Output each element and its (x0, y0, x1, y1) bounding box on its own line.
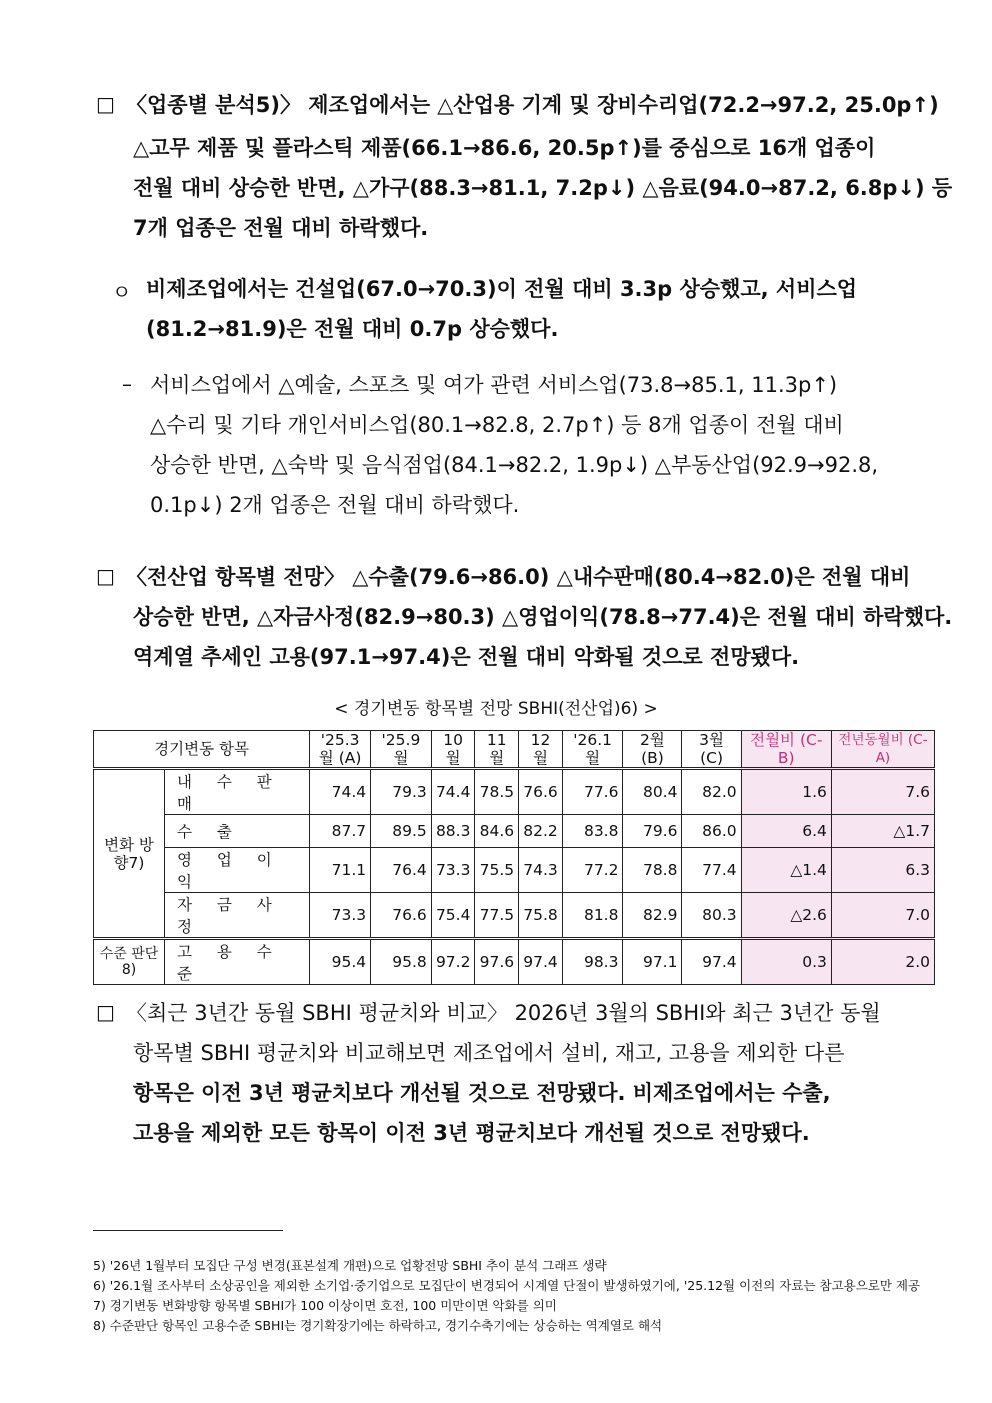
footnote-5: 5) '26년 1월부터 모집단 구성 변경(표본설계 개편)으로 업황전망 SBHI 추이 분석 그래프 생략 (93, 1258, 607, 1273)
table-cell: 76.4 (371, 848, 432, 893)
table-cell: 95.8 (371, 939, 432, 985)
table-cell: 76.6 (519, 769, 563, 815)
header-yoy: 전년동월비 (C-A) (831, 731, 934, 769)
header-26-1: '26.1월 (562, 731, 623, 769)
footnote-6: 6) '26.1월 조사부터 소상공인을 제외한 소기업·중기업으로 모집단이 변경되어 시계열 단절이 발생하였기에, '25.12월 이전의 자료는 참고용으로만 제공 (93, 1278, 921, 1293)
row-label: 영 업 이 익 (165, 848, 310, 893)
section3-line-1: 〈최근 3년간 동월 SBHI 평균치와 비교〉 2026년 3월의 SBHI와 최근 3년간 동월 (126, 1001, 881, 1025)
section3-line-4: 고용을 제외한 모든 항목이 이전 3년 평균치보다 개선될 것으로 전망됐다. (133, 1121, 810, 1145)
section2-line-1: 〈전산업 항목별 전망〉 △수출(79.6→86.0) △내수판매(80.4→82.0)은 전월 대비 (126, 565, 911, 589)
table-row (94, 848, 935, 893)
header-25-3: '25.3월 (A) (310, 731, 371, 769)
section1-detail-line-3: 상승한 반면, △숙박 및 음식점업(84.1→82.2, 1.9p↓) △부동산업(92.9→92.8, (150, 453, 879, 477)
header-12: 12월 (519, 731, 563, 769)
table-cell: 84.6 (475, 815, 519, 848)
table-cell: 97.4 (519, 939, 563, 985)
table-corner: 경기변동 항목 (94, 731, 310, 769)
table-cell: 80.4 (623, 769, 682, 815)
section1-detail-line-1: 서비스업에서 △예술, 스포츠 및 여가 관련 서비스업(73.8→85.1, 11.3p↑) (150, 373, 838, 397)
table-cell: 75.8 (519, 893, 563, 939)
section3-line-3: 항목은 이전 3년 평균치보다 개선될 것으로 전망됐다. 비제조업에서는 수출, (133, 1081, 831, 1105)
header-10: 10월 (431, 731, 475, 769)
table-title: < 경기변동 항목별 전망 SBHI(전산업)6) > (334, 699, 658, 719)
table-cell: 80.3 (682, 893, 741, 939)
table-cell: 73.3 (431, 848, 475, 893)
header-11: 11월 (475, 731, 519, 769)
table-cell: 77.5 (475, 893, 519, 939)
table-cell: 77.2 (562, 848, 623, 893)
table-cell: 7.0 (831, 893, 934, 939)
row-label: 자 금 사 정 (165, 893, 310, 939)
section1-line-2: △고무 제품 및 플라스틱 제품(66.1→86.6, 20.5p↑)를 중심으로 16개 업종이 (133, 136, 876, 160)
table-cell: 6.4 (741, 815, 831, 848)
table-cell: 7.6 (831, 769, 934, 815)
row-label: 고 용 수 준 (165, 939, 310, 985)
table-cell: 6.3 (831, 848, 934, 893)
table-cell: 74.3 (519, 848, 563, 893)
table-cell: 77.4 (682, 848, 741, 893)
section1-detail-bullet: – (122, 372, 132, 396)
section1-line-4: 7개 업종은 전월 대비 하락했다. (133, 216, 429, 240)
table-cell: 97.6 (475, 939, 519, 985)
section1-detail-line-2: △수리 및 기타 개인서비스업(80.1→82.8, 2.7p↑) 등 8개 업종이 전월 대비 (150, 413, 844, 437)
table-cell: 87.7 (310, 815, 371, 848)
header-25-9: '25.9월 (371, 731, 432, 769)
table-cell: 97.1 (623, 939, 682, 985)
table-row (94, 939, 935, 985)
section2-line-3: 역계열 추세인 고용(97.1→97.4)은 전월 대비 악화될 것으로 전망됐다. (133, 645, 800, 669)
table-cell: 71.1 (310, 848, 371, 893)
section1-sub-bullet: ㅇ (112, 280, 132, 304)
section1-sub-line-1: 비제조업에서는 건설업(67.0→70.3)이 전월 대비 3.3p 상승했고, 서비스업 (146, 277, 858, 301)
section3-bullet: □ (96, 1000, 115, 1024)
table-cell: 0.3 (741, 939, 831, 985)
section1-line-1: 〈업종별 분석5)〉 제조업에서는 △산업용 기계 및 장비수리업(72.2→97.2, 25.0p↑) (126, 93, 939, 117)
table-cell: 74.4 (431, 769, 475, 815)
table-cell: 78.5 (475, 769, 519, 815)
table-cell: 2.0 (831, 939, 934, 985)
row-label: 수 출 (165, 815, 310, 848)
table-cell: △2.6 (741, 893, 831, 939)
table-cell: 82.2 (519, 815, 563, 848)
group-level-judgement: 수준 판단8) (94, 939, 165, 985)
table-row (94, 769, 935, 815)
table-cell: 73.3 (310, 893, 371, 939)
table-row (94, 893, 935, 939)
section1-line-3: 전월 대비 상승한 반면, △가구(88.3→81.1, 7.2p↓) △음료(94.0→87.2, 6.8p↓) 등 (133, 176, 953, 200)
footnote-7: 7) 경기변동 변화방향 항목별 SBHI가 100 이상이면 호전, 100 미만이면 악화를 의미 (93, 1298, 557, 1313)
header-3: 3월 (C) (682, 731, 741, 769)
table-cell: 78.8 (623, 848, 682, 893)
table-cell: 74.4 (310, 769, 371, 815)
table-cell: 81.8 (562, 893, 623, 939)
table-cell: 79.3 (371, 769, 432, 815)
table-cell: 1.6 (741, 769, 831, 815)
table-row (94, 815, 935, 848)
header-2: 2월 (B) (623, 731, 682, 769)
section2-bullet: □ (96, 564, 115, 588)
table-cell: 86.0 (682, 815, 741, 848)
table-cell: 97.2 (431, 939, 475, 985)
section1-bullet: □ (96, 92, 115, 116)
table-cell: 76.6 (371, 893, 432, 939)
table-cell: 75.5 (475, 848, 519, 893)
table-cell: 88.3 (431, 815, 475, 848)
table-cell: 79.6 (623, 815, 682, 848)
table-cell: △1.4 (741, 848, 831, 893)
footnote-divider (93, 1230, 283, 1231)
section3-line-2: 항목별 SBHI 평균치와 비교해보면 제조업에서 설비, 재고, 고용을 제외한 다른 (133, 1041, 845, 1065)
group-change-direction: 변화 방향7) (94, 769, 165, 939)
table-cell: 98.3 (562, 939, 623, 985)
table-cell: 82.0 (682, 769, 741, 815)
sbhi-table (93, 730, 935, 985)
table-cell: 89.5 (371, 815, 432, 848)
table-cell: 82.9 (623, 893, 682, 939)
section1-sub-line-2: (81.2→81.9)은 전월 대비 0.7p 상승했다. (146, 317, 559, 341)
section2-line-2: 상승한 반면, △자금사정(82.9→80.3) △영업이익(78.8→77.4)은 전월 대비 하락했다. (133, 605, 953, 629)
table-cell: 75.4 (431, 893, 475, 939)
table-cell: △1.7 (831, 815, 934, 848)
table-cell: 97.4 (682, 939, 741, 985)
table-cell: 83.8 (562, 815, 623, 848)
section1-detail-line-4: 0.1p↓) 2개 업종은 전월 대비 하락했다. (150, 493, 520, 517)
row-label: 내 수 판 매 (165, 769, 310, 815)
table-cell: 77.6 (562, 769, 623, 815)
table-cell: 95.4 (310, 939, 371, 985)
footnote-8: 8) 수준판단 항목인 고용수준 SBHI는 경기확장기에는 하락하고, 경기수축기에는 상승하는 역계열로 해석 (93, 1318, 663, 1333)
header-mom: 전월비 (C-B) (741, 731, 831, 769)
